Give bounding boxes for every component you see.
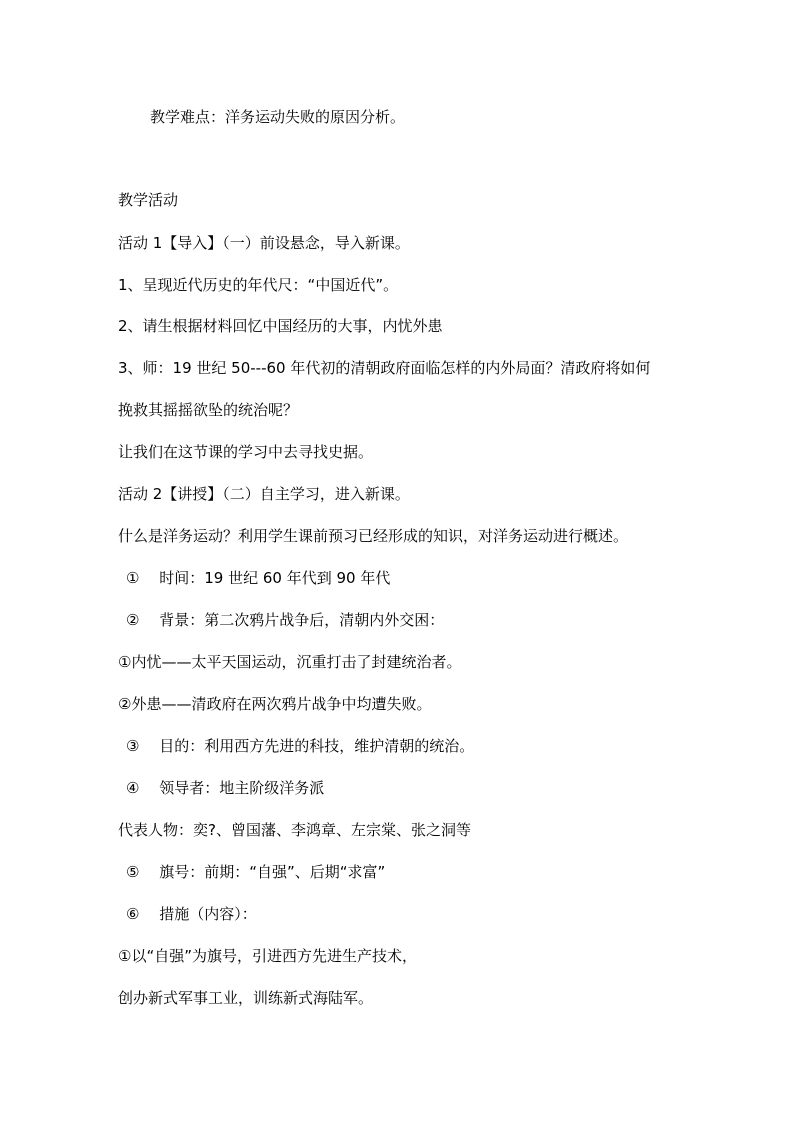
numbered-item: ② 背景：第二次鸦片战争后，清朝内外交困： [126, 611, 445, 629]
teaching-difficulty-line: 教学难点：洋务运动失败的原因分析。 [150, 108, 406, 126]
text-line: 1、呈现近代历史的年代尺：“中国近代”。 [118, 276, 399, 294]
text-line: ①内忧——太平天国运动，沉重打击了封建统治者。 [118, 653, 462, 671]
numbered-item: ③ 目的：利用西方先进的科技，维护清朝的统治。 [126, 737, 475, 755]
numbered-item: ⑤ 旗号：前期：“自强”、后期“求富” [126, 863, 386, 881]
text-line: 让我们在这节课的学习中去寻找史据。 [118, 443, 374, 461]
teaching-activities-heading: 教学活动 [118, 191, 179, 209]
numbered-item: ⑥ 措施（内容）： [126, 905, 257, 923]
text-line: ②外患——清政府在两次鸦片战争中均遭失败。 [118, 695, 432, 713]
activity-1-heading: 活动 1【导入】（一）前设悬念，导入新课。 [118, 234, 410, 252]
text-line: 什么是洋务运动？利用学生课前预习已经形成的知识，对洋务运动进行概述。 [118, 527, 629, 545]
text-line: 2、请生根据材料回忆中国经历的大事，内忧外患 [118, 317, 443, 335]
text-line: ①以“自强”为旗号，引进西方先进生产技术， [118, 947, 417, 965]
numbered-item: ④ 领导者：地主阶级洋务派 [126, 779, 325, 797]
text-line: 创办新式军事工业，训练新式海陆军。 [118, 989, 374, 1007]
text-line: 代表人物：奕?、曾国藩、李鸿章、左宗棠、张之洞等 [118, 821, 471, 839]
text-line: 挽救其摇摇欲坠的统治呢？ [118, 401, 299, 419]
activity-2-heading: 活动 2【讲授】（二）自主学习，进入新课。 [118, 485, 410, 503]
text-line: 3、师：19 世纪 50---60 年代初的清朝政府面临怎样的内外局面？清政府将如何 [118, 359, 651, 377]
numbered-item: ① 时间：19 世纪 60 年代到 90 年代 [126, 569, 391, 587]
